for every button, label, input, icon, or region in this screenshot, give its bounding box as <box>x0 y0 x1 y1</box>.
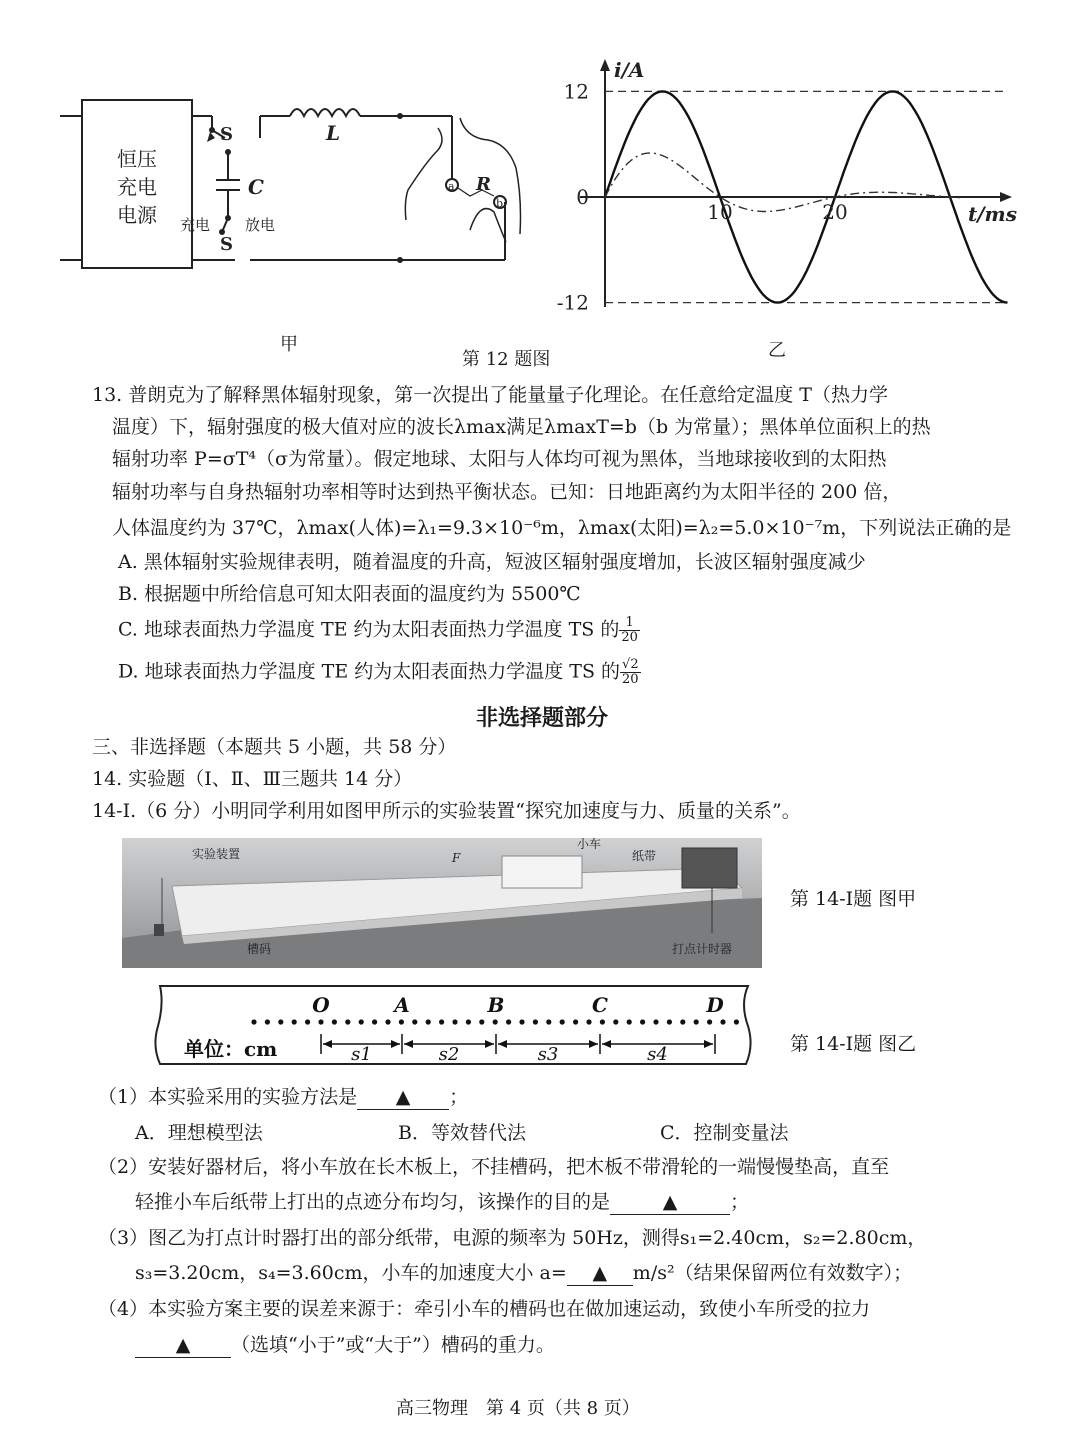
paper-tape <box>148 982 758 1068</box>
q13-option-c <box>118 616 640 645</box>
fig14-caption-b: 第 14-Ⅰ题 图乙 <box>790 1033 917 1055</box>
part3-heading: 三、非选择题（本题共 5 小题，共 58 分） <box>92 736 457 758</box>
q13-line4: 辐射功率与自身热辐射功率相等时达到热平衡状态。已知：日地距离约为太阳半径的 200 倍， <box>112 481 902 503</box>
graph-caption: 乙 <box>768 340 786 361</box>
photo-setup-label: 实验装置 <box>192 847 241 861</box>
photo-timer-label: 打点计时器 <box>672 942 733 956</box>
tape-dot <box>493 1019 498 1024</box>
tape-dot <box>452 1019 457 1024</box>
tape-point-label: O <box>312 993 330 1017</box>
photo-force-label: F <box>452 851 461 865</box>
section-title: 非选择题部分 <box>476 705 609 731</box>
resistor-label: R <box>476 174 491 195</box>
blank-mark: ▲ <box>592 1262 608 1284</box>
tape-dot <box>412 1019 417 1024</box>
q14-1-heading: 14-Ⅰ.（6 分）小明同学利用如图甲所示的实验装置“探究加速度与力、质量的关系”。 <box>92 800 801 822</box>
tape-dot <box>305 1019 310 1024</box>
p1-option-c: C．控制变量法 <box>660 1122 789 1144</box>
q13-option-d-text: D. 地球表面热力学温度 TE 约为太阳表面热力学温度 TS 的 <box>118 660 621 683</box>
tape-dot <box>399 1019 404 1024</box>
tape-dot <box>265 1019 270 1024</box>
x-tick-label: 10 <box>707 200 733 224</box>
p2-answer-blank[interactable] <box>610 1190 730 1215</box>
discharge-label: 放电 <box>245 216 276 234</box>
p1-answer-blank[interactable] <box>357 1085 449 1110</box>
q13-line5: 人体温度约为 37℃，λmax(人体)=λ₁=9.3×10⁻⁶m，λmax(太阳)=λ₂=5.0×10⁻⁷m，下列说法正确的是 <box>112 517 1012 539</box>
p4-answer-blank[interactable] <box>135 1333 231 1358</box>
tape-dot <box>372 1019 377 1024</box>
p3-answer-blank[interactable] <box>567 1261 633 1286</box>
switch-label-top: S <box>220 124 233 145</box>
tape-dot <box>251 1019 256 1024</box>
x-axis-arrow <box>1000 192 1012 202</box>
y-tick-label: 0 <box>576 185 589 209</box>
q14-heading: 14. 实验题（Ⅰ、Ⅱ、Ⅲ三题共 14 分） <box>92 768 413 790</box>
tape-dot <box>332 1019 337 1024</box>
q13-option-b: B. 根据题中所给信息可知太阳表面的温度约为 5500℃ <box>118 583 581 605</box>
tape-dot <box>734 1019 739 1024</box>
p1-option-a: A．理想模型法 <box>135 1122 263 1144</box>
q13-option-d-fraction <box>620 658 641 687</box>
power-source-line3: 电源 <box>117 203 157 227</box>
p4-text: （选填“小于”或“大于”）槽码的重力。 <box>231 1334 555 1356</box>
circuit-diagram <box>60 80 560 280</box>
q13-option-d-den: 20 <box>622 672 639 687</box>
page-footer: 高三物理 第 4 页（共 8 页） <box>396 1398 640 1419</box>
p4-line2 <box>135 1333 555 1358</box>
q13-option-d-num: √2 <box>622 657 639 672</box>
series-line-damped <box>605 153 962 212</box>
electrode-a: a <box>448 180 455 193</box>
blank-mark: ▲ <box>175 1334 191 1356</box>
tape-dot <box>466 1019 471 1024</box>
fig14-caption-a: 第 14-Ⅰ题 图甲 <box>790 888 917 910</box>
circuit-caption: 甲 <box>280 334 298 355</box>
tape-unit-label: 单位：cm <box>184 1037 278 1061</box>
tape-point-label: B <box>487 993 505 1017</box>
tape-dot <box>667 1019 672 1024</box>
tape-dot <box>613 1019 618 1024</box>
segment-label: s1 <box>351 1044 372 1065</box>
power-source-line1: 恒压 <box>117 147 157 171</box>
switch-label-bottom: S <box>220 234 233 255</box>
tape-point-label: A <box>394 993 410 1017</box>
p1-end: ； <box>449 1086 469 1108</box>
tape-dot <box>694 1019 699 1024</box>
tape-dot <box>479 1019 484 1024</box>
tape-dot <box>573 1019 578 1024</box>
tape-point-label: C <box>592 993 608 1017</box>
experiment-photo <box>122 838 762 968</box>
tape-dot <box>426 1019 431 1024</box>
blank-mark: ▲ <box>395 1086 411 1108</box>
capacitor-label: C <box>248 175 264 199</box>
segment-label: s3 <box>537 1044 559 1065</box>
y-tick-label: -12 <box>556 290 589 315</box>
segment-label: s4 <box>647 1044 668 1065</box>
photo-weight-label: 槽码 <box>247 942 272 956</box>
tape-dot <box>292 1019 297 1024</box>
tape-dot <box>546 1019 551 1024</box>
tape-dot <box>506 1019 511 1024</box>
current-time-chart <box>550 55 1030 335</box>
p3-text-b: m/s²（结果保留两位有效数字）； <box>632 1262 913 1284</box>
charge-label: 充电 <box>180 216 211 234</box>
p3-line2 <box>135 1261 912 1286</box>
q13-option-c-fraction <box>619 616 640 645</box>
tape-dot <box>600 1019 605 1024</box>
p2-end: ； <box>730 1191 750 1213</box>
tape-dot <box>345 1019 350 1024</box>
p1-line <box>98 1085 468 1110</box>
p3-line1: （3）图乙为打点计时器打出的部分纸带，电源的频率为 50Hz，测得s₁=2.40cm，s₂=2.80cm， <box>98 1227 927 1249</box>
tape-dot <box>627 1019 632 1024</box>
q13-line2: 温度）下，辐射强度的极大值对应的波长λmax满足λmaxT=b（b 为常量）；黑体单位面积上的热 <box>112 416 931 438</box>
tape-dot <box>533 1019 538 1024</box>
q13-option-a: A. 黑体辐射实验规律表明，随着温度的升高，短波区辐射强度增加，长波区辐射强度减少 <box>118 551 866 573</box>
tape-dot <box>680 1019 685 1024</box>
tape-dot <box>653 1019 658 1024</box>
p4-line1: （4）本实验方案主要的误差来源于：牵引小车的槽码也在做加速运动，致使小车所受的拉力 <box>98 1298 871 1320</box>
blank-mark: ▲ <box>662 1191 678 1213</box>
tape-dot <box>720 1019 725 1024</box>
tape-dot <box>707 1019 712 1024</box>
q13-option-c-den: 20 <box>621 630 638 645</box>
tape-dot <box>640 1019 645 1024</box>
figure-12-title: 第 12 题图 <box>462 349 551 370</box>
tape-dot <box>560 1019 565 1024</box>
p1-option-b: B．等效替代法 <box>398 1122 526 1144</box>
segment-label: s2 <box>438 1044 460 1065</box>
tape-dot <box>519 1019 524 1024</box>
p3-text-a: s₃=3.20cm，s₄=3.60cm，小车的加速度大小 a= <box>135 1262 567 1284</box>
p1-text: （1）本实验采用的实验方法是 <box>98 1086 358 1108</box>
y-tick-label: 12 <box>563 79 589 104</box>
p2-line2 <box>135 1190 749 1215</box>
photo-cart-label: 小车 <box>577 838 602 851</box>
inductor-label: L <box>326 121 341 145</box>
q13-line3: 辐射功率 P=σT⁴（σ为常量）。假定地球、太阳与人体均可视为黑体，当地球接收到的太阳热 <box>112 448 887 470</box>
tape-point-label: D <box>706 993 724 1017</box>
tape-dot <box>385 1019 390 1024</box>
tape-dot <box>318 1019 323 1024</box>
p2-text: 轻推小车后纸带上打出的点迹分布均匀，该操作的目的是 <box>135 1191 611 1213</box>
y-axis-label: i/A <box>614 58 645 82</box>
tape-dot <box>278 1019 283 1024</box>
x-tick-label: 20 <box>822 200 848 224</box>
y-axis-arrow <box>600 59 610 71</box>
electrode-b: b <box>496 197 504 210</box>
q13-option-d <box>118 658 641 687</box>
q13-line1: 13. 普朗克为了解释黑体辐射现象，第一次提出了能量量子化理论。在任意给定温度 T（热力学 <box>92 384 888 406</box>
q13-option-c-text: C. 地球表面热力学温度 TE 约为太阳表面热力学温度 TS 的 <box>118 618 620 641</box>
q13-option-c-num: 1 <box>619 616 640 631</box>
tape-dot <box>586 1019 591 1024</box>
tape-dot <box>439 1019 444 1024</box>
photo-tape-label: 纸带 <box>632 849 657 863</box>
x-axis-label: t/ms <box>968 202 1017 226</box>
power-source-line2: 充电 <box>117 175 157 199</box>
p2-line1: （2）安装好器材后，将小车放在长木板上，不挂槽码，把木板不带滑轮的一端慢慢垫高，直至 <box>98 1156 890 1178</box>
tape-dot <box>359 1019 364 1024</box>
